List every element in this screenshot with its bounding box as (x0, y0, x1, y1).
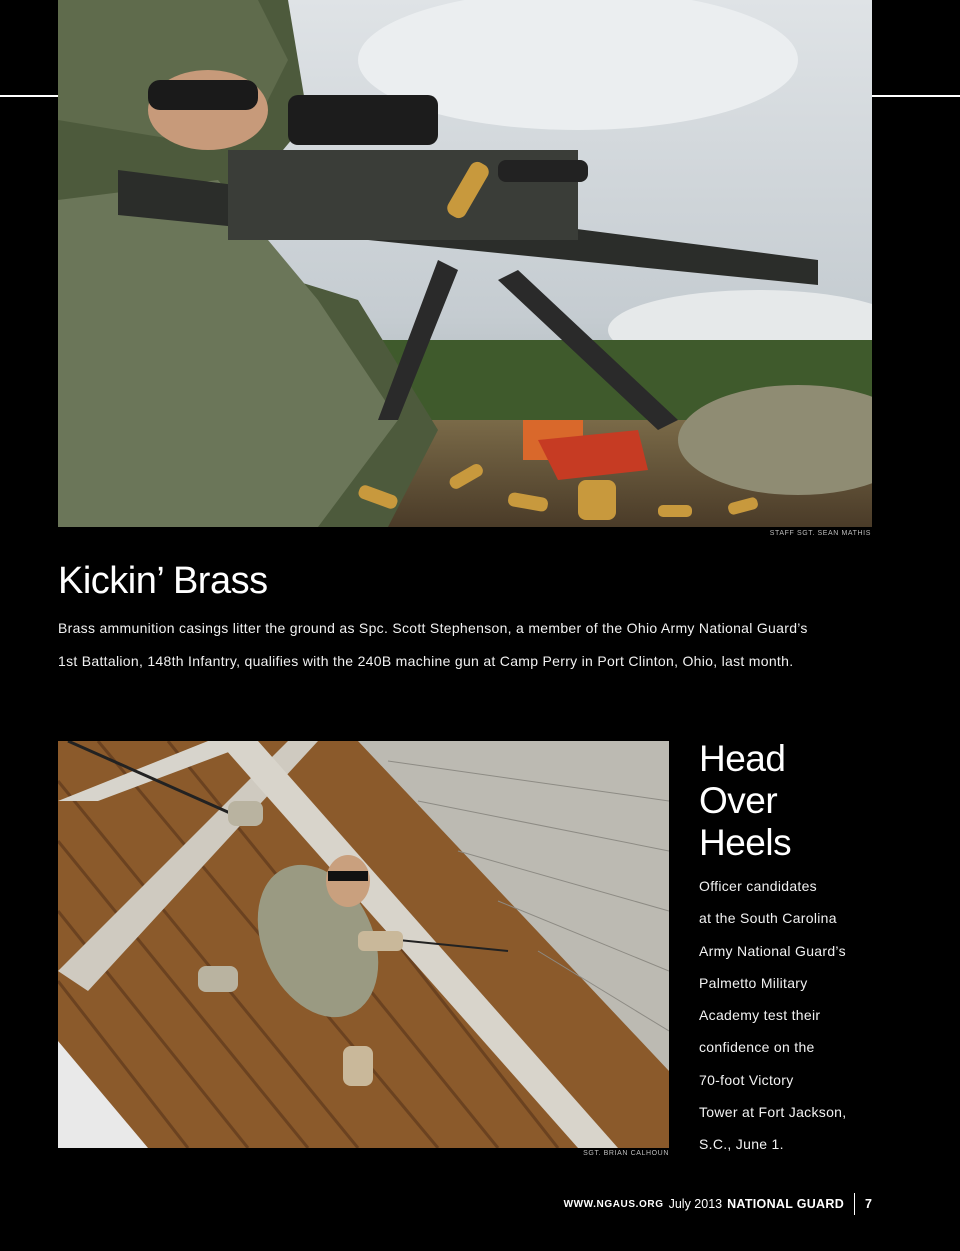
caption-kickin-brass (58, 612, 888, 678)
headline-line: Head (699, 738, 786, 779)
caption-line: Officer candidates (699, 878, 817, 894)
caption-line: Palmetto Military (699, 974, 808, 991)
photo-credit-2: SGT. BRIAN CALHOUN (583, 1150, 669, 1157)
caption-line: confidence on the (699, 1039, 815, 1056)
caption-head-over-heels (699, 870, 889, 1161)
caption-line: Tower at Fort Jackson, (699, 1104, 847, 1121)
top-rule-right (872, 95, 960, 97)
caption-line: at the South Carolina (699, 910, 837, 927)
headline-line: Heels (699, 822, 792, 863)
footer-divider (854, 1193, 855, 1215)
headline-head-over-heels (699, 738, 791, 864)
footer-url[interactable]: WWW.NGAUS.ORG (563, 1198, 664, 1210)
photo-credit-1: STAFF SGT. SEAN MATHIS (769, 530, 871, 537)
headline-kickin-brass: Kickin’ Brass (58, 560, 268, 602)
page-number: 7 (865, 1197, 872, 1211)
headline-line: Over (699, 780, 778, 821)
machine-gun-photo (58, 0, 872, 527)
rappelling-photo (58, 741, 669, 1148)
caption-line: Brass ammunition casings litter the ground as Spc. Scott Stephenson, a member of the Ohio Army National Guard’s (58, 620, 808, 636)
caption-line: 70-foot Victory (699, 1071, 794, 1088)
caption-line: Army National Guard’s (699, 942, 846, 959)
top-rule-left (0, 95, 58, 97)
caption-line: 1st Battalion, 148th Infantry, qualifies with the 240B machine gun at Camp Perry in Port Clinton, Ohio, last month. (58, 653, 794, 669)
page-footer (564, 1193, 872, 1215)
caption-line: S.C., June 1. (699, 1136, 784, 1153)
footer-issue-date: July 2013 (668, 1197, 723, 1211)
footer-magazine-title: NATIONAL GUARD (727, 1197, 845, 1211)
caption-line: Academy test their (699, 1007, 821, 1024)
